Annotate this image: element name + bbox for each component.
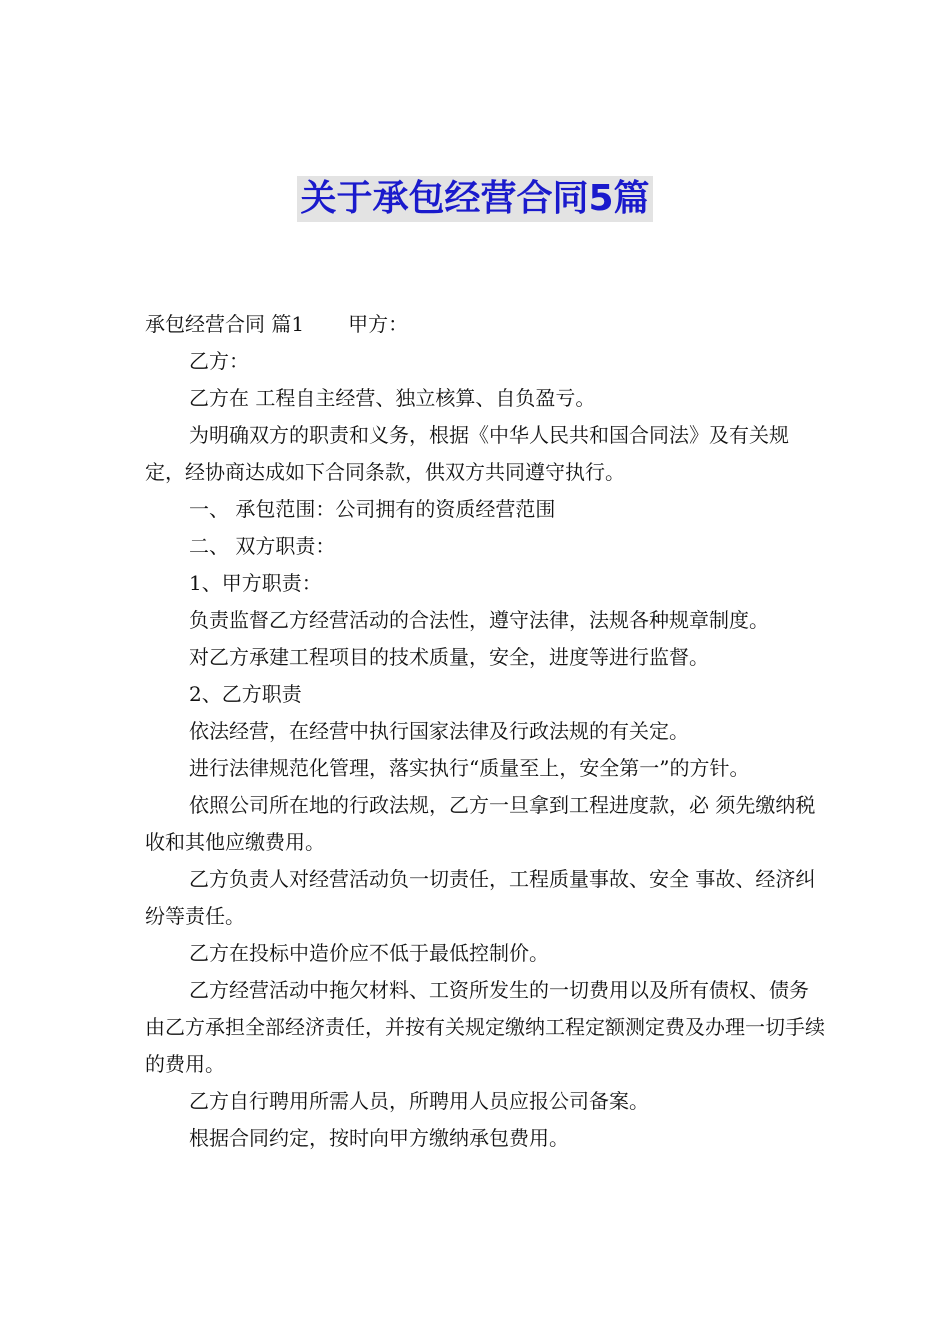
paragraph-lawful-operation: 依法经营，在经营中执行国家法律及行政法规的有关定。	[189, 719, 689, 743]
clause-responsibilities: 二、 双方职责：	[189, 534, 336, 558]
paragraph-purpose: 为明确双方的职责和义务，根据《中华人民共和国合同法》及有关规定，经协商达成如下合同条款，供双方共同遵守执行。	[145, 423, 789, 484]
party-a-label: 甲方：	[348, 312, 409, 336]
heading-line	[145, 306, 825, 343]
paragraph-tax-payment: 依照公司所在地的行政法规，乙方一旦拿到工程进度款，必 须先缴纳税收和其他应缴费用。	[145, 793, 816, 854]
clause-scope: 一、 承包范围：公司拥有的资质经营范围	[189, 497, 556, 521]
paragraph-supervise-legality: 负责监督乙方经营活动的合法性，遵守法律，法规各种规章制度。	[189, 608, 769, 632]
paragraph-staffing: 乙方自行聘用所需人员，所聘用人员应报公司备案。	[189, 1089, 649, 1113]
subclause-party-a: 1、甲方职责：	[189, 571, 322, 595]
paragraph-liability: 乙方负责人对经营活动负一切责任，工程质量事故、安全 事故、经济纠纷等责任。	[145, 867, 816, 928]
paragraph-bid-price: 乙方在投标中造价应不低于最低控制价。	[189, 941, 549, 965]
document-title: 关于承包经营合同5篇	[297, 176, 652, 222]
paragraph-party-b-operation: 乙方在 工程自主经营、独立核算、自负盈亏。	[189, 386, 596, 410]
document-body	[145, 306, 825, 1157]
paragraph-debts: 乙方经营活动中拖欠材料、工资所发生的一切费用以及所有债权、债务由乙方承担全部经济责任，并按有关规定缴纳工程定额测定费及办理一切手续的费用。	[145, 978, 825, 1076]
paragraph-management-policy: 进行法律规范化管理，落实执行“质量至上，安全第一”的方针。	[189, 756, 750, 780]
paragraph-supervise-quality: 对乙方承建工程项目的技术质量，安全，进度等进行监督。	[189, 645, 709, 669]
paragraph-contract-fee: 根据合同约定，按时向甲方缴纳承包费用。	[189, 1126, 569, 1150]
subclause-party-b: 2、乙方职责	[189, 682, 302, 706]
title-container	[0, 176, 950, 222]
paragraph-party-b: 乙方：	[189, 349, 249, 373]
section-heading: 承包经营合同 篇1	[145, 312, 305, 336]
